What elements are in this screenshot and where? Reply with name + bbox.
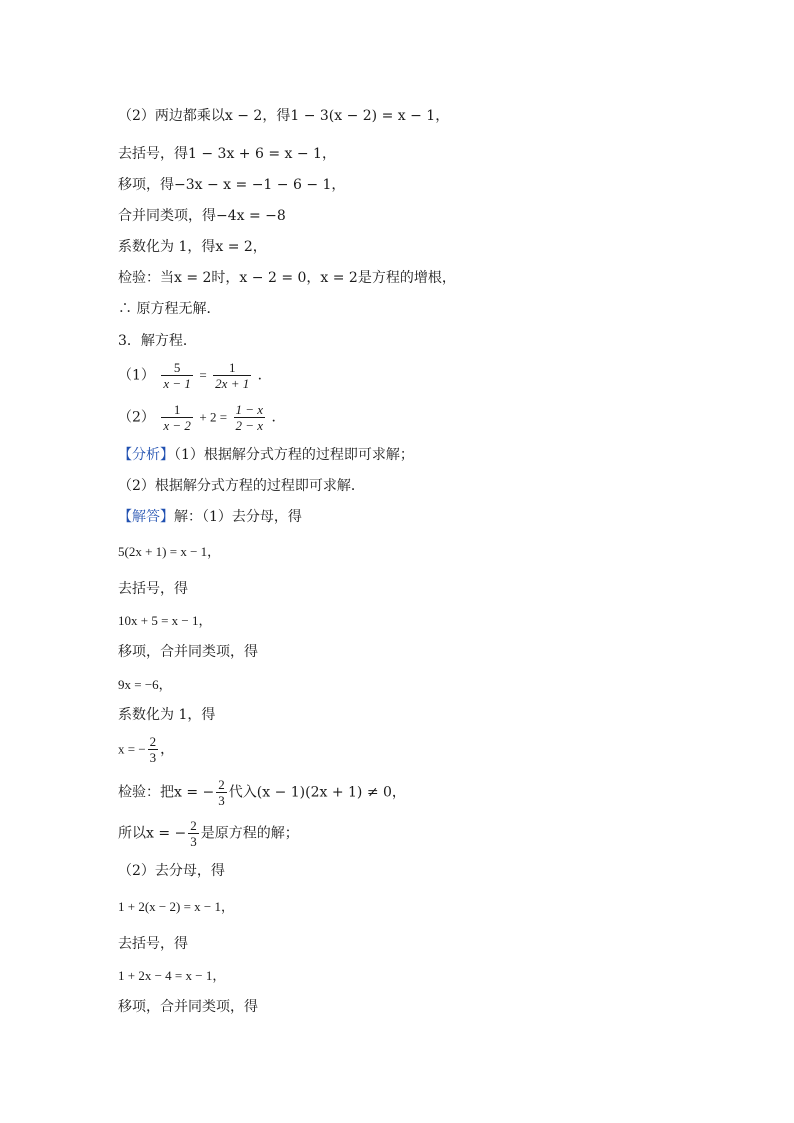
fraction [148,734,159,765]
denominator: 3 [218,793,225,808]
analysis-tag: 【分析】 [118,447,174,463]
fraction [234,402,266,433]
numerator: 1 − x [235,402,264,417]
denominator: 2x + 1 [215,376,250,391]
text-line: 检验：当x = 2时，x − 2 = 0，x = 2是方程的增根， [118,270,456,286]
numerator: 2 [190,818,197,833]
punctuation: ． [257,367,272,384]
numerator: 1 [228,360,236,375]
numerator: 5 [173,360,181,375]
denominator: 3 [149,750,157,765]
denominator: x − 2 [163,418,191,433]
punctuation: ， [160,741,175,758]
fraction [188,818,199,849]
numerator: 2 [218,777,225,792]
numerator: 1 [173,402,181,417]
solution-line [118,508,302,526]
text-line: 移项，得−3x − x = −1 − 6 − 1， [118,177,346,193]
expression: x = − [118,741,146,757]
item-label: （1） [118,367,155,384]
fraction [216,777,227,808]
operator: = [199,367,207,383]
equation-line: 1 + 2(x − 2) = x − 1， [118,899,234,914]
expression: 是原方程的解； [200,825,299,842]
text-line: （2）两边都乘以x − 2，得1 − 3(x − 2) = x − 1， [118,108,450,124]
text-line: 移项，合并同类项，得 [118,999,258,1015]
expression: 检验：把x = − [118,784,215,801]
text-line: 系数化为 1，得x = 2， [118,239,267,255]
text-line: 去括号，得1 − 3x + 6 = x − 1， [118,146,336,162]
equation-line: 10x + 5 = x − 1， [118,613,212,628]
equation-line: 1 + 2x − 4 = x − 1， [118,968,226,983]
solution-text: 解：（1）去分母，得 [174,509,302,525]
text-line: 移项，合并同类项，得 [118,644,258,660]
item-label: （2） [118,409,155,426]
fraction [161,360,193,391]
equation-line [118,402,286,433]
text-line: 去括号，得 [118,581,188,597]
equation-line [118,734,174,765]
equation-line [118,360,272,391]
equation-line [118,777,406,808]
equation-line: 9x = −6， [118,677,172,692]
equation-line: 5(2x + 1) = x − 1， [118,544,221,559]
solution-tag: 【解答】 [118,509,174,525]
denominator: 2 − x [235,418,264,433]
fraction [213,360,251,391]
text-line: （2）去分母，得 [118,863,225,879]
expression: 所以x = − [118,825,187,842]
punctuation: ． [271,409,286,426]
fraction [161,402,193,433]
denominator: 3 [190,834,197,849]
text-line: （2）根据解分式方程的过程即可求解． [118,478,365,494]
denominator: x − 1 [163,376,191,391]
text-line: 合并同类项，得−4x = −8 [118,208,286,224]
problem-heading: 3．解方程． [118,333,197,349]
numerator: 2 [149,734,157,749]
text-line: 系数化为 1，得 [118,707,216,723]
expression: 代入(x − 1)(2x + 1) ≠ 0， [228,784,406,801]
operator: + 2 = [199,409,228,425]
analysis-line [118,446,414,464]
equation-line [118,818,299,849]
text-line: 去括号，得 [118,936,188,952]
text-line: ∴ 原方程无解． [118,301,221,317]
analysis-text: （1）根据解分式方程的过程即可求解； [174,447,414,463]
